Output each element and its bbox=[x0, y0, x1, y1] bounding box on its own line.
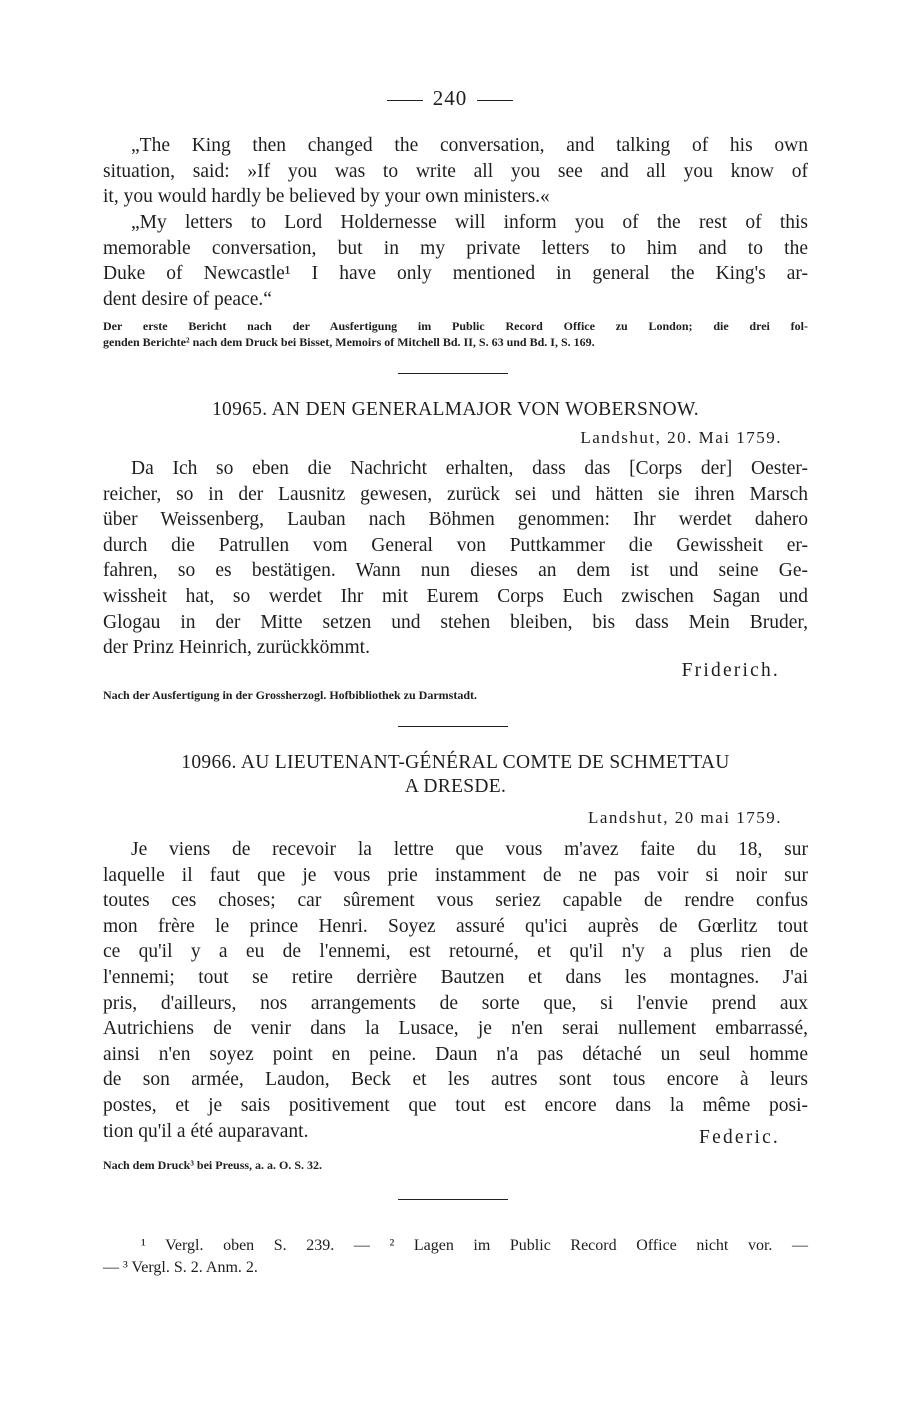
letter-heading-10966 bbox=[103, 751, 808, 799]
footnotes bbox=[103, 1235, 808, 1279]
text-line: laquelle il faut que je vous prie instamment de ne pas voir si noir sur bbox=[103, 864, 808, 886]
text-line: „The King then changed the conversation, and talking of his own bbox=[131, 135, 808, 156]
quote-paragraph-1 bbox=[103, 133, 808, 210]
note-line: genden Berichte² nach dem Druck bei Bisset, Memoirs of Mitchell Bd. II, S. 63 und Bd. I, S. 169. bbox=[103, 335, 595, 349]
note-line: Nach dem Druck³ bei Preuss, a. a. O. S. 32. bbox=[103, 1158, 323, 1172]
text-line: dent desire of peace.“ bbox=[103, 288, 272, 310]
text-line: toutes ces choses; car sûrement vous seriez capable de rendre confus bbox=[103, 890, 808, 912]
text-line: Glogau in der Mitte setzen und stehen bleiben, bis dass Mein Bruder, bbox=[103, 611, 808, 633]
source-note-10966 bbox=[103, 1157, 808, 1173]
text-line: situation, said: »If you was to write all you see and all you know of bbox=[103, 160, 808, 182]
place-date-10966: Landshut, 20 mai 1759. bbox=[587, 808, 782, 827]
section-divider bbox=[398, 1199, 508, 1200]
section-divider bbox=[398, 726, 508, 727]
text-line: reicher, so in der Lausnitz gewesen, zurück sei und hätten sie ihren Marsch bbox=[103, 483, 808, 505]
text-line: mon frère le prince Henri. Soyez assuré qu'ici auprès de Gœrlitz tout bbox=[103, 915, 808, 937]
text-line: postes, et je sais positivement que tout est encore dans la même posi- bbox=[103, 1094, 808, 1116]
place-date-10965: Landshut, 20. Mai 1759. bbox=[580, 428, 782, 447]
text-line: ce qu'il y a eu de l'ennemi, est retourné, et qu'il n'y a plus rien de bbox=[103, 941, 808, 963]
letter-body-10965 bbox=[103, 456, 808, 661]
text-line: Da Ich so eben die Nachricht erhalten, dass das [Corps der] Oester- bbox=[131, 458, 808, 479]
heading-line: 10966. AU LIEUTENANT-GÉNÉRAL COMTE DE SCHMETTAU bbox=[181, 752, 730, 773]
dash-left bbox=[387, 100, 423, 101]
text-line: tion qu'il a été auparavant. bbox=[103, 1120, 309, 1142]
text-line: l'ennemi; tout se retire derrière Bautzen et dans les montagnes. J'ai bbox=[103, 966, 808, 988]
page-number bbox=[0, 86, 900, 111]
signature-10965: Friderich. bbox=[681, 660, 780, 681]
quote-paragraph-2 bbox=[103, 210, 808, 312]
source-note-10965 bbox=[103, 687, 808, 703]
text-line: de son armée, Laudon, Beck et les autres sont tous encore à leurs bbox=[103, 1069, 808, 1091]
footnote-line: ¹ Vergl. oben S. 239. — ² Lagen im Public Record Office nicht vor. — bbox=[141, 1237, 808, 1254]
text-line: Je viens de recevoir la lettre que vous m'avez faite du 18, sur bbox=[131, 839, 808, 860]
signature-10966: Federic. bbox=[699, 1127, 780, 1148]
text-line: über Weissenberg, Lauban nach Böhmen genommen: Ihr werdet dahero bbox=[103, 509, 808, 531]
text-line: Autrichiens de venir dans la Lusace, je n'en serai nullement embarrassé, bbox=[103, 1018, 808, 1040]
text-line: pris, d'ailleurs, nos arrangements de sorte que, si l'envie prend aux bbox=[103, 992, 808, 1014]
note-line: Der erste Bericht nach der Ausfertigung im Public Record Office zu London; die drei fol- bbox=[103, 319, 808, 333]
letter-heading-10965: 10965. AN DEN GENERALMAJOR VON WOBERSNOW. bbox=[211, 399, 699, 420]
section-divider bbox=[398, 373, 508, 374]
text-line: wissheit hat, so werdet Ihr mit Eurem Corps Euch zwischen Sagan und bbox=[103, 585, 808, 607]
page-number-text: 240 bbox=[432, 86, 468, 110]
note-line: Nach der Ausfertigung in der Grossherzogl. Hofbibliothek zu Darmstadt. bbox=[103, 688, 478, 702]
heading-line: A DRESDE. bbox=[404, 776, 507, 797]
text-line: Duke of Newcastle¹ I have only mentioned in general the King's ar- bbox=[103, 263, 808, 285]
text-line: memorable conversation, but in my private letters to him and to the bbox=[103, 237, 808, 259]
text-line: fahren, so es bestätigen. Wann nun dieses an dem ist und seine Ge- bbox=[103, 560, 808, 582]
source-note-1 bbox=[103, 318, 808, 350]
text-line: ainsi n'en soyez point en peine. Daun n'a pas détaché un seul homme bbox=[103, 1043, 808, 1065]
footnote-line: — ³ Vergl. S. 2. Anm. 2. bbox=[103, 1259, 258, 1276]
text-line: der Prinz Heinrich, zurückkömmt. bbox=[103, 637, 370, 659]
text-line: it, you would hardly be believed by your own ministers.« bbox=[103, 186, 550, 208]
dash-right bbox=[477, 100, 513, 101]
text-line: durch die Patrullen vom General von Puttkammer die Gewissheit er- bbox=[103, 534, 808, 556]
text-line: „My letters to Lord Holdernesse will inform you of the rest of this bbox=[131, 212, 808, 233]
letter-body-10966 bbox=[103, 837, 808, 1144]
